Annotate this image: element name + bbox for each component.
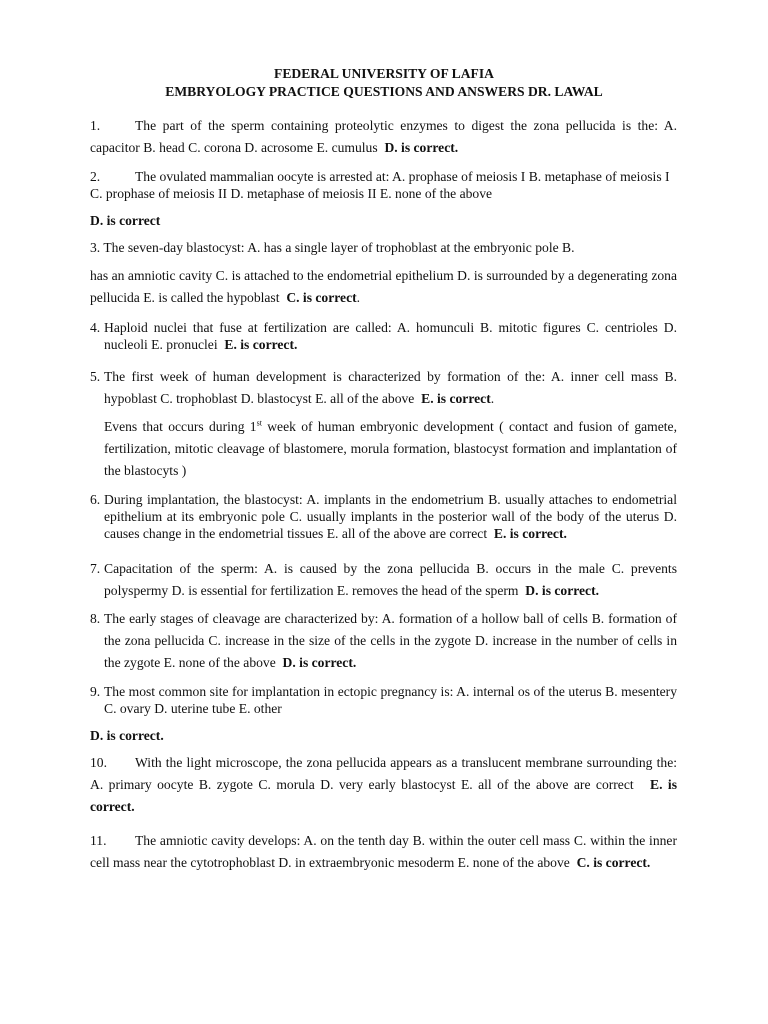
superscript: st bbox=[256, 418, 262, 428]
document-title: EMBRYOLOGY PRACTICE QUESTIONS AND ANSWERS DR. LAWAL bbox=[165, 84, 603, 99]
question-3 bbox=[90, 237, 677, 259]
question-text: With the light microscope, the zona pellucida appears as a translucent membrane surrounding the: A. primary oocyte B. zygote C. morula D. very early blastocyst E. all of the above are correct bbox=[90, 755, 677, 792]
question-text: The ovulated mammalian oocyte is arrested at: A. prophase of meiosis I B. metaphase of meiosis I C. prophase of meiosis II D. metaphase of meiosis II E. none of the above bbox=[90, 169, 670, 201]
question-number: 9. bbox=[90, 684, 101, 699]
question-number: 2. bbox=[90, 169, 101, 184]
question-5-note bbox=[90, 416, 677, 482]
answer-9 bbox=[90, 725, 677, 747]
answer-text: E. is correct. bbox=[224, 337, 298, 352]
question-number: 1. bbox=[90, 118, 101, 133]
university-title: FEDERAL UNIVERSITY OF LAFIA bbox=[274, 66, 494, 81]
question-number: 11. bbox=[90, 833, 107, 848]
question-text: The most common site for implantation in ectopic pregnancy is: A. internal os of the uterus B. mesentery C. ovary D. uterine tube E. other bbox=[104, 684, 677, 716]
question-text: The amniotic cavity develops: A. on the tenth day B. within the outer cell mass C. within the inner cell mass near the cytotrophoblast D. in extraembryonic mesoderm E. none of the above bbox=[90, 833, 677, 870]
answer-2 bbox=[90, 210, 677, 232]
question-text: The part of the sperm containing proteolytic enzymes to digest the zona pellucida is the: A. capacitor B. head C. corona D. acrosome E. cumulus bbox=[90, 118, 677, 155]
question-text: Haploid nuclei that fuse at fertilization are called: A. homunculi B. mitotic figures C. centrioles D. nucleoli E. pronuclei bbox=[104, 320, 677, 352]
answer-text: E. is correct. bbox=[493, 526, 567, 541]
answer-text: D. is correct bbox=[90, 213, 161, 228]
question-number: 4. bbox=[90, 320, 101, 335]
question-number: 8. bbox=[90, 611, 101, 626]
question-text: has an amniotic cavity C. is attached to the endometrial epithelium D. is surrounded by a degenerating zona pellucida E. is called the hypoblast bbox=[90, 268, 677, 305]
answer-text: C. is correct. bbox=[576, 855, 651, 870]
question-number: 7. bbox=[90, 561, 101, 576]
punctuation: . bbox=[490, 391, 495, 406]
answer-text: E. is correct bbox=[421, 391, 491, 406]
answer-text: D. is correct. bbox=[525, 583, 600, 598]
question-8 bbox=[90, 608, 677, 674]
question-text: During implantation, the blastocyst: A. implants in the endometrium B. usually attaches to endometrial epithelium at its embryonic pole C. usually implants in the posterior wall of the body of the uterus D. causes change in the endometrial tissues E. all of the above are correct bbox=[104, 492, 677, 541]
question-text: The early stages of cleavage are characterized by: A. formation of a hollow ball of cells B. formation of the zona pellucida C. increase in the size of the cells in the zygote D. increase in the number of cells in the zygote E. none of the above bbox=[104, 611, 677, 670]
answer-text: D. is correct. bbox=[282, 655, 357, 670]
question-3-continued bbox=[90, 265, 677, 309]
question-2 bbox=[90, 168, 677, 202]
question-7 bbox=[90, 558, 677, 602]
question-1 bbox=[90, 115, 677, 159]
question-number: 3. bbox=[90, 240, 101, 255]
question-4 bbox=[90, 319, 677, 353]
answer-text: D. is correct. bbox=[384, 140, 459, 155]
punctuation: . bbox=[356, 290, 361, 305]
question-10 bbox=[90, 752, 677, 818]
question-11 bbox=[90, 830, 677, 874]
question-number: 5. bbox=[90, 369, 101, 384]
question-text: The seven-day blastocyst: A. has a single layer of trophoblast at the embryonic pole B. bbox=[103, 240, 575, 255]
question-text: Capacitation of the sperm: A. is caused by the zona pellucida B. occurs in the male C. prevents polyspermy D. is essential for fertilization E. removes the head of the sperm bbox=[104, 561, 677, 598]
question-9 bbox=[90, 683, 677, 717]
question-6 bbox=[90, 491, 677, 542]
note-text: Evens that occurs during 1 bbox=[104, 419, 257, 434]
question-5 bbox=[90, 366, 677, 410]
answer-text: C. is correct bbox=[286, 290, 357, 305]
question-number: 6. bbox=[90, 492, 101, 507]
question-text: The first week of human development is characterized by formation of the: A. inner cell mass B. hypoblast C. trophoblast D. blastocyst E. all of the above bbox=[104, 369, 677, 406]
question-number: 10. bbox=[90, 755, 107, 770]
note-text: week of human embryonic development ( contact and fusion of gamete, fertilization, mitotic cleavage of blastomere, morula formation, blastocyst formation and implantation of the blastocyts ) bbox=[104, 419, 677, 478]
answer-text: D. is correct. bbox=[90, 728, 164, 743]
answer-text: E. is correct. bbox=[90, 777, 677, 814]
